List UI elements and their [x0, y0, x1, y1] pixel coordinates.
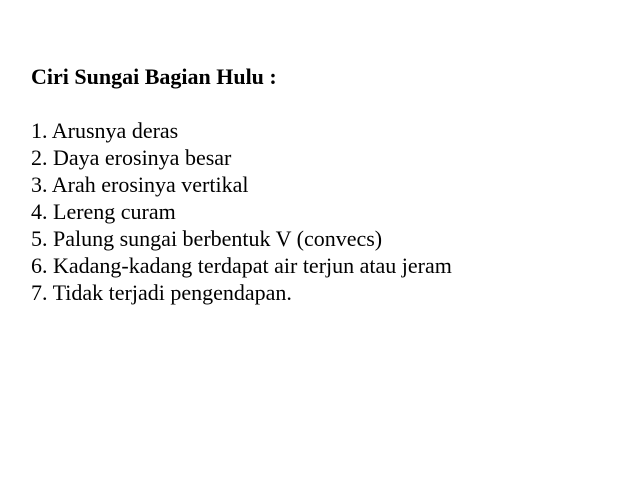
list-item: 3. Arah erosinya vertikal	[31, 172, 249, 197]
list-item: 2. Daya erosinya besar	[31, 145, 232, 170]
list-item: 7. Tidak terjadi pengendapan.	[31, 280, 292, 305]
list-item: 4. Lereng curam	[31, 199, 176, 224]
list-item: 6. Kadang-kadang terdapat air terjun atau jeram	[31, 253, 452, 278]
characteristics-list	[31, 117, 452, 306]
list-item: 5. Palung sungai berbentuk V (convecs)	[31, 226, 383, 251]
slide-heading: Ciri Sungai Bagian Hulu :	[31, 64, 277, 89]
list-item: 1. Arusnya deras	[31, 118, 179, 143]
blank-line	[31, 90, 452, 117]
slide-content	[31, 63, 452, 306]
